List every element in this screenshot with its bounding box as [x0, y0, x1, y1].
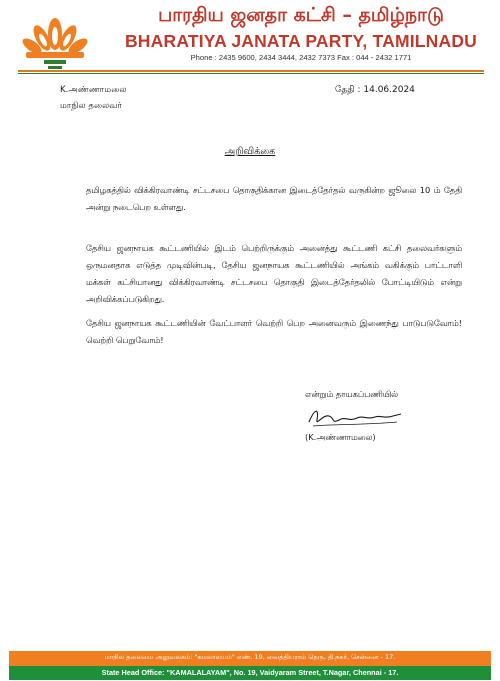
handwritten-signature — [305, 404, 415, 430]
letter-heading — [0, 146, 500, 158]
sender-role: மாநில தலைவர் — [60, 101, 122, 111]
letterhead — [0, 0, 500, 70]
letter-date: தேதி : 14.06.2024 — [335, 85, 415, 95]
header-divider-secondary — [18, 73, 484, 74]
closing-salutation: என்றும் தாயகப்பணியில் — [305, 389, 399, 399]
body-paragraph-3: தேசிய ஜனநாயக கூட்டணியின் வேட்பாளர் வெற்றி பெற அனைவரும் இணைந்து பாடுபடுவோம்! வெற்றி பெறுவோம்! — [86, 318, 462, 345]
heading-text: அறிவிக்கை — [224, 146, 276, 157]
body-paragraph-2: தேசிய ஜனநாயக கூட்டணியில் இடம் பெற்றிருக்கும் அனைத்து கூட்டணி கட்சி தலைவர்களும் ஒருமனதாக எடுத்த முடிவின்படி, தேசிய ஜனநாயக கூட்டணியில் அங்கம் வகிக்கும் பாட்டாளி மக்கள் கட்சியானது விக்கிரவாண்டி சட்டசபை தொகுதி இடைத்தேர்தலில் போட்டியிடும் என்று அறிவிக்கப்படுகிறது. — [86, 243, 462, 304]
body-paragraph-1: தமிழகத்தில் விக்கிரவாண்டி சட்டசபை தொகுதிக்கான இடைத்தேர்தல் வருகின்ற ஜூலை 10 ம் தேதி அன்று நடைபெற உள்ளது. — [86, 185, 462, 212]
footer-address-tamil: மாநில தலைமை அலுவலகம்: "கமலாலயம்" எண். 19, வைத்தியராம் தெரு, தி.நகர், சென்னை - 17. — [104, 653, 396, 661]
contact-line: Phone : 2435 9600, 2434 3444, 2432 7373 Fax : 044 - 2432 1771 — [190, 53, 412, 62]
bjp-lotus-logo-icon — [20, 8, 90, 74]
sender-name: K.அண்ணாமலை — [60, 85, 127, 95]
footer-address-english: State Head Office: "KAMALALAYAM", No. 19, Vaidyaram Street, T.Nagar, Chennai - 17. — [101, 668, 399, 677]
party-name-english: BHARATIYA JANATA PARTY, TAMILNADU — [124, 31, 478, 51]
signee-name: (K.அண்ணாமலை) — [305, 432, 376, 442]
header-divider — [18, 70, 484, 72]
party-name-tamil: பாரதிய ஜனதா கட்சி – தமிழ்நாடு — [158, 4, 444, 26]
